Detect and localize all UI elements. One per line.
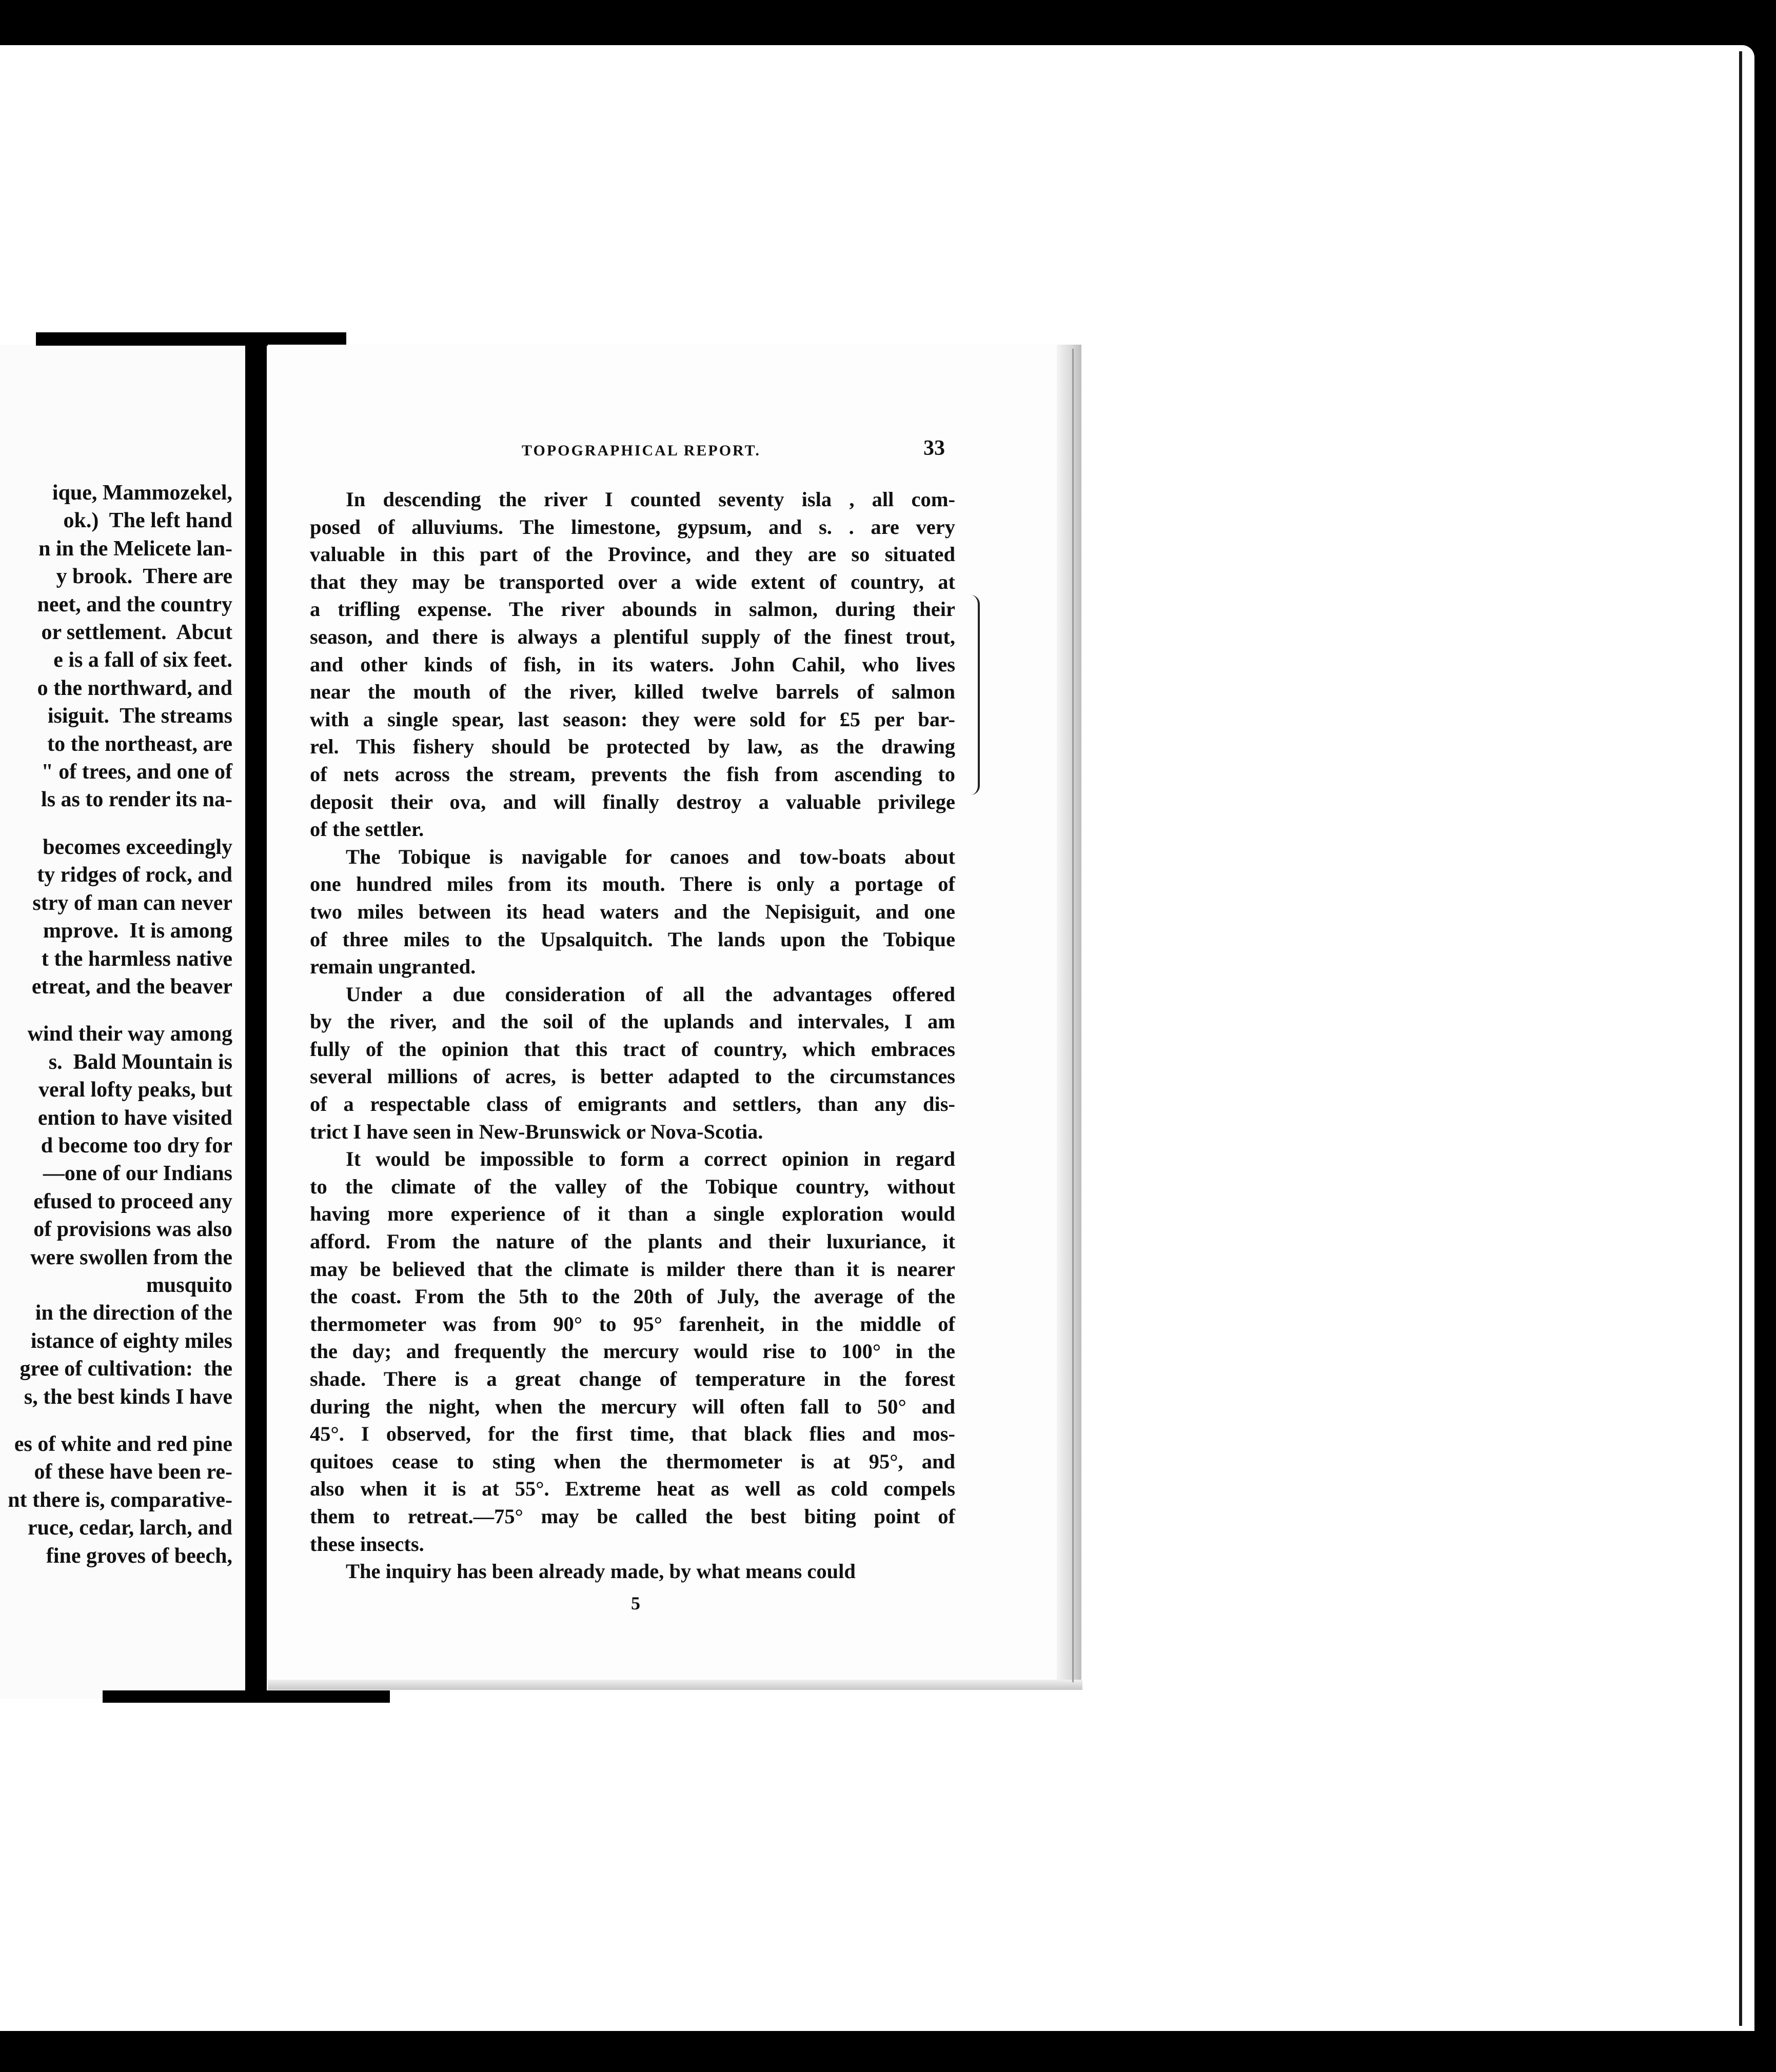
paragraph — [310, 981, 955, 1146]
text-line: a trifling expense. The river abounds in salmon, during their — [310, 597, 955, 621]
text-line: 45°. I observed, for the first time, that black flies and mos- — [310, 1422, 955, 1446]
left-page-gap — [0, 1411, 249, 1430]
left-page-line: d become too dry for — [41, 1133, 232, 1158]
page-bottom-shadow — [268, 1680, 1082, 1690]
text-line: one hundred miles from its mouth. There is only a portage of — [310, 872, 955, 896]
text-line: several millions of acres, is better adapted to the circumstances — [310, 1065, 955, 1088]
text-line: remain ungranted. — [310, 955, 476, 979]
left-page-line: n in the Melicete lan- — [38, 536, 232, 561]
left-page-line: musquito — [146, 1273, 232, 1297]
left-page-line: nt there is, comparative- — [8, 1488, 232, 1512]
text-line: afford. From the nature of the plants and their luxuriance, it — [310, 1230, 955, 1253]
body-text — [310, 486, 955, 1585]
page-edge-shadow — [1057, 345, 1081, 1688]
text-line: the day; and frequently the mercury would rise to 100° in the — [310, 1340, 955, 1363]
left-page-line: wind their way among — [27, 1022, 232, 1046]
left-page-line: y brook. There are — [56, 565, 232, 589]
paragraph — [310, 486, 955, 843]
text-line: the coast. From the 5th to the 20th of July, the average of the — [310, 1285, 955, 1308]
left-page — [0, 345, 249, 1699]
text-line: valuable in this part of the Province, and they are so situated — [310, 543, 955, 566]
text-line: may be believed that the climate is milder there than it is nearer — [310, 1257, 955, 1281]
left-page-line: ty ridges of rock, and — [37, 863, 232, 887]
text-line: to the climate of the valley of the Tobique country, without — [310, 1174, 955, 1198]
left-page-line: ique, Mammozekel, — [52, 481, 232, 505]
text-line: having more experience of it than a single exploration would — [310, 1202, 955, 1226]
left-page-line: veral lofty peaks, but — [38, 1078, 232, 1102]
left-page-gap — [0, 814, 249, 833]
text-line: with a single spear, last season: they were sold for £5 per bar- — [310, 707, 955, 731]
left-page-line: s. Bald Mountain is — [48, 1050, 232, 1074]
signature-mark: 5 — [631, 1593, 640, 1613]
text-line: also when it is at 55°. Extreme heat as well as cold compels — [310, 1477, 955, 1501]
page-fold — [1072, 349, 1074, 1682]
left-page-line: —one of our Indians — [43, 1162, 232, 1186]
left-page-line: ruce, cedar, larch, and — [28, 1516, 232, 1540]
left-page-line: o the northward, and — [37, 676, 232, 700]
paragraph — [310, 1145, 955, 1558]
text-line: them to retreat.—75° may be called the best biting point of — [310, 1504, 955, 1528]
running-head: TOPOGRAPHICAL REPORT. — [522, 442, 761, 459]
text-line: that they may be transported over a wide extent of country, at — [310, 570, 955, 593]
text-line: during the night, when the mercury will often fall to 50° and — [310, 1394, 955, 1418]
left-page-line: becomes exceedingly — [43, 835, 232, 859]
text-line: The Tobique is navigable for canoes and tow-boats about — [346, 845, 955, 868]
text-line: by the river, and the soil of the uplands and intervales, I am — [310, 1010, 955, 1033]
text-line: near the mouth of the river, killed twelve barrels of salmon — [310, 680, 955, 704]
left-page-line: of these have been re- — [34, 1460, 232, 1484]
left-page-line: ok.) The left hand — [63, 509, 232, 533]
text-line: season, and there is always a plentiful supply of the finest trout, — [310, 625, 955, 648]
left-page-gap — [0, 1001, 249, 1020]
text-line: shade. There is a great change of temperature in the forest — [310, 1367, 955, 1390]
sheet-edge — [1739, 51, 1742, 2026]
left-page-line: etreat, and the beaver — [31, 974, 232, 999]
left-page-line: t the harmless native — [41, 947, 232, 971]
left-page-line: of provisions was also — [33, 1218, 232, 1242]
text-line: and other kinds of fish, in its waters. John Cahil, who lives — [310, 652, 955, 676]
left-page-line: isiguit. The streams — [47, 704, 232, 728]
left-page-line: istance of eighty miles — [30, 1329, 232, 1353]
left-page-line: neet, and the country — [37, 592, 232, 616]
text-line: of a respectable class of emigrants and settlers, than any dis- — [310, 1092, 955, 1116]
text-line: The inquiry has been already made, by what means could — [346, 1560, 856, 1583]
left-page-line: or settlement. Abcut — [41, 621, 232, 645]
text-line: of nets across the stream, prevents the fish from ascending to — [310, 762, 955, 786]
text-line: these insects. — [310, 1532, 424, 1556]
left-page-line: efused to proceed any — [33, 1189, 232, 1213]
left-page-line: mprove. It is among — [43, 919, 232, 943]
paragraph — [310, 1558, 955, 1585]
paragraph — [310, 843, 955, 981]
text-line: of the settler. — [310, 818, 424, 841]
page-number: 33 — [923, 436, 945, 460]
text-line: posed of alluviums. The limestone, gypsum, and s. . are very — [310, 515, 955, 539]
left-page-top-rule — [36, 332, 346, 346]
text-line: Under a due consideration of all the advantages offered — [346, 982, 955, 1006]
left-page-line: fine groves of beech, — [46, 1544, 232, 1568]
text-line: two miles between its head waters and the Nepisiguit, and one — [310, 900, 955, 923]
left-page-line: gree of cultivation: the — [19, 1357, 232, 1381]
text-line: In descending the river I counted seventy isla , all com- — [346, 488, 955, 511]
left-page-line: " of trees, and one of — [41, 760, 232, 784]
left-page-line: es of white and red pine — [14, 1432, 232, 1456]
left-page-text — [0, 479, 249, 1570]
text-line: fully of the opinion that this tract of country, which embraces — [310, 1037, 955, 1061]
text-line: thermometer was from 90° to 95° farenheit, in the middle of — [310, 1312, 955, 1336]
text-line: trict I have seen in New-Brunswick or Nova-Scotia. — [310, 1120, 763, 1143]
left-page-line: e is a fall of six feet. — [53, 648, 232, 672]
left-page-line: stry of man can never — [32, 891, 232, 915]
margin-bracket-mark — [971, 595, 980, 795]
left-page-line: s, the best kinds I have — [24, 1385, 232, 1409]
text-line: deposit their ova, and will finally destroy a valuable privilege — [310, 790, 955, 813]
left-page-line: ls as to render its na- — [41, 788, 232, 812]
text-line: rel. This fishery should be protected by law, as the drawing — [310, 735, 955, 759]
text-line: It would be impossible to form a correct opinion in regard — [346, 1147, 955, 1171]
left-page-line: ention to have visited — [37, 1106, 232, 1130]
gutter-bar — [245, 343, 267, 1699]
text-line: of three miles to the Upsalquitch. The lands upon the Tobique — [310, 927, 955, 951]
left-page-line: to the northeast, are — [47, 732, 232, 756]
left-page-line: were swollen from the — [30, 1245, 232, 1269]
left-page-line: in the direction of the — [35, 1301, 232, 1325]
text-line: quitoes cease to sting when the thermometer is at 95°, and — [310, 1449, 955, 1473]
